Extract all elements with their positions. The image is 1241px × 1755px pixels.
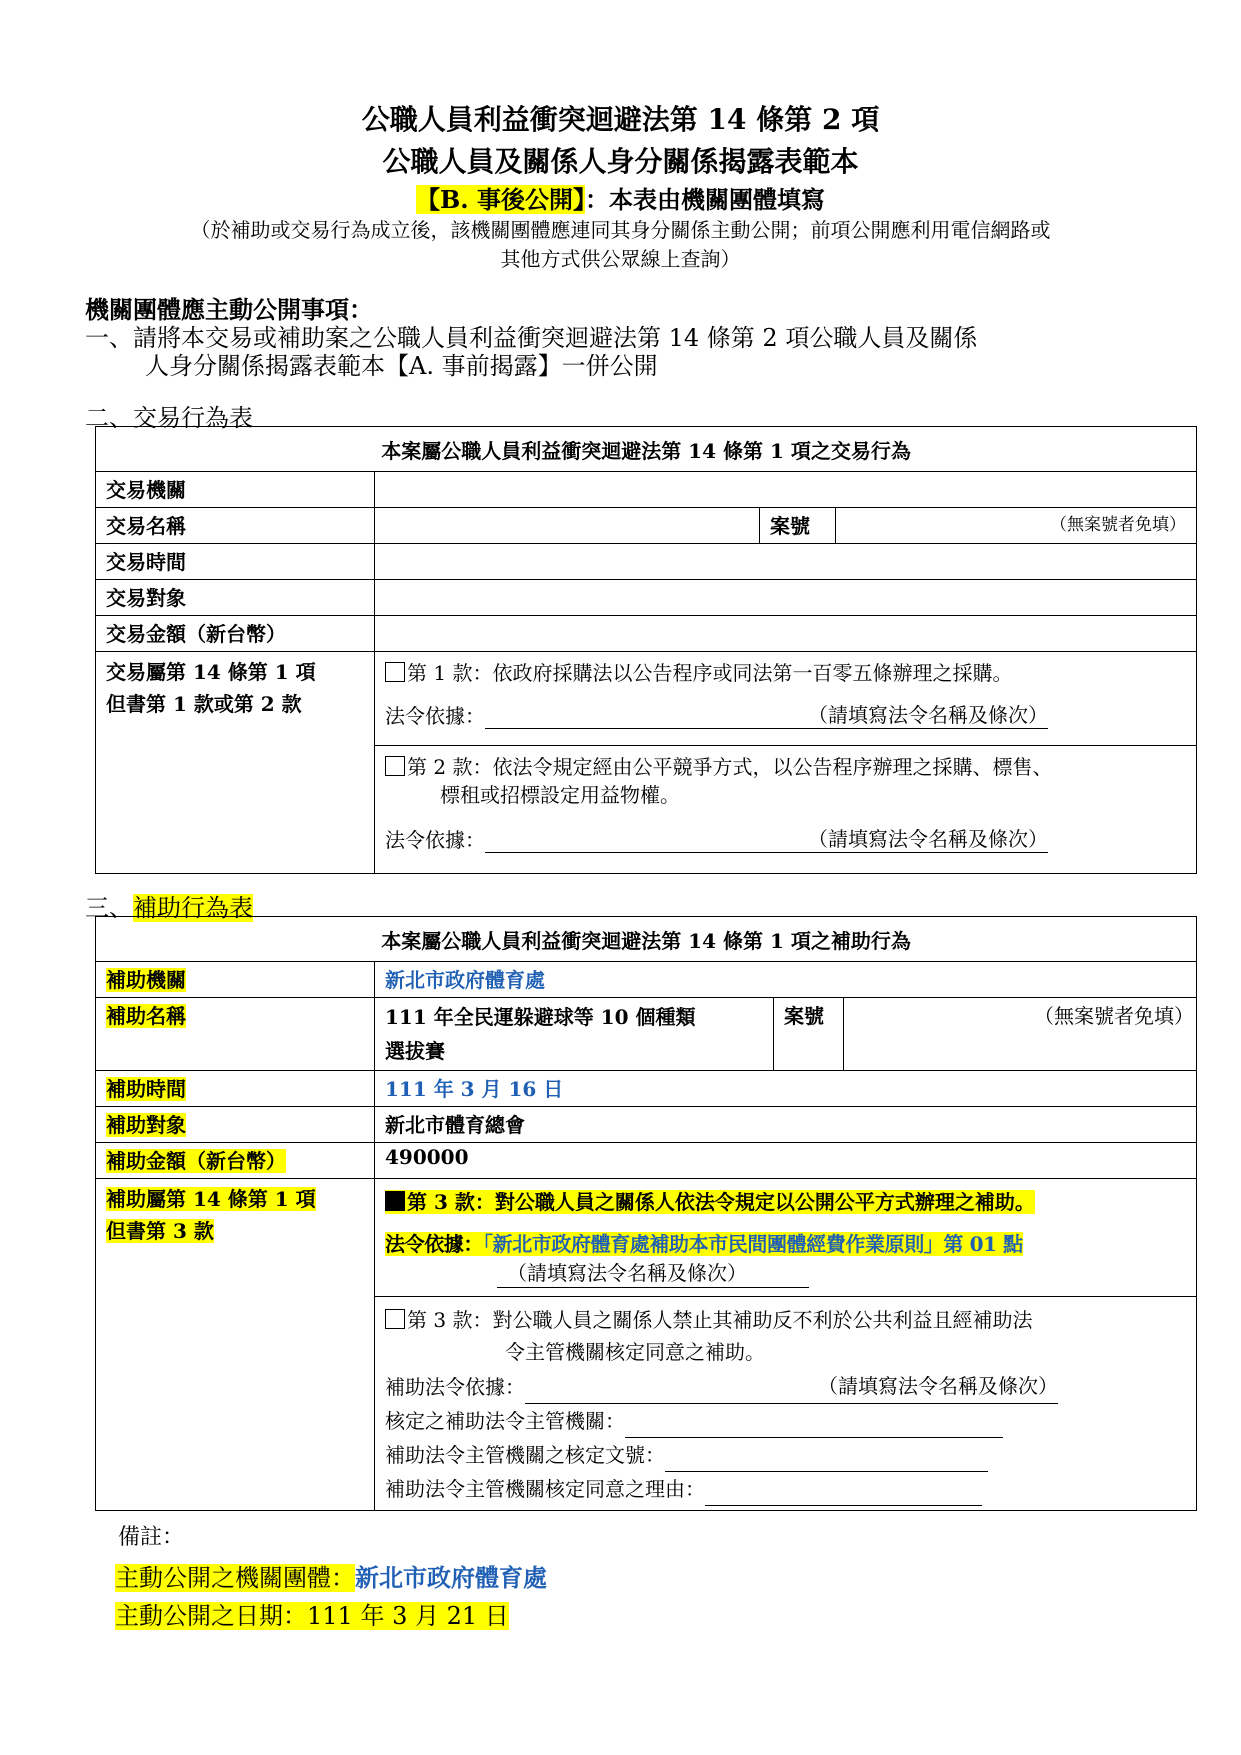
trade-case-no-hint: （無案號者免填） bbox=[836, 508, 1197, 544]
trade-exception-label-line-1: 交易屬第 14 條第 1 項 bbox=[106, 660, 316, 684]
subsidy-name-value-line-2: 選拔賽 bbox=[385, 1039, 445, 1063]
subsidy-case-no-label: 案號 bbox=[774, 998, 844, 1071]
subsidy-clause-3a-cell bbox=[375, 1179, 1197, 1297]
trade-name-label: 交易名稱 bbox=[96, 508, 375, 544]
remarks-publisher-value: 新北市政府體育處 bbox=[355, 1563, 547, 1592]
note-line-2: 其他方式供公眾線上查詢） bbox=[500, 247, 741, 271]
trade-section-prefix: 二、 bbox=[85, 404, 133, 432]
trade-amount-label: 交易金額（新台幣） bbox=[96, 616, 375, 652]
trade-clause-1-law-label: 法令依據： bbox=[385, 704, 485, 728]
subsidy-time-value: 111 年 3 月 16 日 bbox=[375, 1071, 1197, 1107]
remarks-date bbox=[115, 1596, 509, 1631]
subsidy-exception-label-line-1: 補助屬第 14 條第 1 項 bbox=[106, 1187, 316, 1211]
trade-exception-label-line-2: 但書第 1 款或第 2 款 bbox=[106, 692, 302, 716]
subtitle-tag: 【B. 事後公開】 bbox=[416, 185, 585, 214]
trade-clause-1-text: 第 1 款：依政府採購法以公告程序或同法第一百零五條辦理之採購。 bbox=[407, 661, 1013, 685]
subsidy-time-label: 補助時間 bbox=[106, 1077, 186, 1101]
trade-time-label: 交易時間 bbox=[96, 544, 375, 580]
subsidy-amount-label-cell bbox=[96, 1143, 375, 1179]
trade-table-header: 本案屬公職人員利益衝突迴避法第 14 條第 1 項之交易行為 bbox=[96, 427, 1197, 472]
trade-clause-2-law-label: 法令依據： bbox=[385, 828, 485, 852]
subsidy-clause-3b-text-line-2: 令主管機關核定同意之補助。 bbox=[505, 1340, 765, 1364]
trade-exception-label bbox=[96, 652, 375, 874]
subsidy-target-label: 補助對象 bbox=[106, 1113, 186, 1137]
trade-clause-2-law-hint: （請填寫法令名稱及條次） bbox=[808, 827, 1048, 851]
disclosure-item-1-line-1: 一、請將本交易或補助案之公職人員利益衝突迴避法第 14 條第 2 項公職人員及關係 bbox=[85, 324, 978, 352]
trade-clause-1-checkbox[interactable] bbox=[385, 662, 405, 682]
subsidy-clause-3b-law-line[interactable] bbox=[525, 1369, 1058, 1404]
subsidy-name-value-line-1: 111 年全民運躲避球等 10 個種類 bbox=[385, 1005, 696, 1029]
subsidy-time-label-cell bbox=[96, 1071, 375, 1107]
subsidy-clause-3a-law-hint: （請填寫法令名稱及條次） bbox=[497, 1259, 809, 1288]
subsidy-exception-label-line-2: 但書第 3 款 bbox=[106, 1219, 214, 1243]
subsidy-clause-3a-checkbox[interactable] bbox=[385, 1191, 405, 1211]
subsidy-amount-value: 490000 bbox=[375, 1143, 1197, 1179]
subsidy-clause-3b-law-hint: （請填寫法令名稱及條次） bbox=[818, 1374, 1058, 1398]
subsidy-section-name: 補助行為表 bbox=[133, 894, 253, 922]
subsidy-clause-3a-law-value: 「新北市政府體育處補助本市民間團體經費作業原則」第 01 點 bbox=[483, 1232, 1023, 1256]
trade-clause-1-law-hint: （請填寫法令名稱及條次） bbox=[808, 703, 1048, 727]
subtitle-rest: ：本表由機關團體填寫 bbox=[585, 185, 825, 214]
subsidy-clause-3a-text: 第 3 款：對公職人員之關係人依法令規定以公開公平方式辦理之補助。 bbox=[407, 1190, 1035, 1214]
subsidy-clause-3b-reason-label: 補助法令主管機關核定同意之理由： bbox=[385, 1477, 705, 1501]
subsidy-table-header: 本案屬公職人員利益衝突迴避法第 14 條第 1 項之補助行為 bbox=[96, 917, 1197, 962]
subsidy-amount-label: 補助金額（新台幣） bbox=[106, 1149, 286, 1173]
remarks-date-row bbox=[115, 1602, 509, 1630]
trade-section-name: 交易行為表 bbox=[133, 404, 253, 432]
subsidy-clause-3b-docno-line[interactable] bbox=[665, 1449, 988, 1472]
subsidy-table bbox=[95, 916, 1197, 1511]
trade-agency-label: 交易機關 bbox=[96, 472, 375, 508]
title-line-1: 公職人員利益衝突迴避法第 14 條第 2 項 bbox=[361, 103, 880, 136]
trade-time-value bbox=[375, 544, 1197, 580]
subsidy-clause-3b-authority-line[interactable] bbox=[625, 1415, 1003, 1438]
subsidy-clause-3b-checkbox[interactable] bbox=[385, 1309, 405, 1329]
trade-target-label: 交易對象 bbox=[96, 580, 375, 616]
subsidy-exception-label bbox=[96, 1179, 375, 1511]
trade-clause-2-cell bbox=[375, 746, 1197, 874]
subsidy-clause-3b-cell bbox=[375, 1297, 1197, 1511]
note-line-1: （於補助或交易行為成立後，該機關團體應連同其身分關係主動公開；前項公開應利用電信網路或 bbox=[190, 218, 1051, 242]
trade-clause-2-text-line-2: 標租或招標設定用益物權。 bbox=[440, 783, 680, 807]
trade-agency-value bbox=[375, 472, 1197, 508]
trade-clause-1-law-line[interactable] bbox=[485, 702, 1048, 729]
remarks-publisher-label: 主動公開之機關團體： bbox=[115, 1564, 355, 1592]
subsidy-name-value bbox=[375, 998, 774, 1071]
trade-amount-value bbox=[375, 616, 1197, 652]
disclosure-heading: 機關團體應主動公開事項： bbox=[85, 295, 373, 324]
subsidy-target-label-cell bbox=[96, 1107, 375, 1143]
remarks-publisher bbox=[115, 1558, 547, 1593]
subsidy-clause-3a-law-label: 法令依據： bbox=[385, 1232, 483, 1256]
subsidy-clause-3b-text-line-1: 第 3 款：對公職人員之關係人禁止其補助反不利於公共利益且經補助法 bbox=[407, 1308, 1033, 1332]
trade-clause-2-text-line-1: 第 2 款：依法令規定經由公平競爭方式，以公告程序辦理之採購、標售、 bbox=[407, 755, 1053, 779]
remarks-date-value: 111 年 3 月 21 日 bbox=[307, 1602, 509, 1630]
subsidy-name-label: 補助名稱 bbox=[106, 1004, 186, 1028]
trade-case-no-label: 案號 bbox=[760, 508, 836, 544]
subsidy-clause-3b-docno-label: 補助法令主管機關之核定文號： bbox=[385, 1443, 665, 1467]
subsidy-clause-3b-reason-line[interactable] bbox=[705, 1483, 982, 1506]
subsidy-clause-3b-authority-label: 核定之補助法令主管機關： bbox=[385, 1409, 625, 1433]
trade-clause-2-checkbox[interactable] bbox=[385, 756, 405, 776]
subsidy-agency-label: 補助機關 bbox=[106, 968, 186, 992]
subsidy-agency-label-cell bbox=[96, 962, 375, 998]
subsidy-clause-3b-law-label: 補助法令依據： bbox=[385, 1375, 525, 1399]
subsidy-target-value: 新北市體育總會 bbox=[375, 1107, 1197, 1143]
remarks-date-label: 主動公開之日期： bbox=[115, 1602, 307, 1630]
trade-name-value bbox=[375, 508, 760, 544]
subtitle bbox=[0, 180, 1241, 215]
trade-clause-2-law-line[interactable] bbox=[485, 826, 1048, 853]
subsidy-clause-3a-row bbox=[385, 1190, 1035, 1214]
disclosure-item-1-line-2: 人身分關係揭露表範本【A. 事前揭露】一併公開 bbox=[145, 352, 658, 380]
trade-table bbox=[95, 426, 1197, 874]
subsidy-agency-value: 新北市政府體育處 bbox=[375, 962, 1197, 998]
trade-target-value bbox=[375, 580, 1197, 616]
title-line-2: 公職人員及關係人身分關係揭露表範本 bbox=[382, 145, 859, 178]
trade-clause-1-cell bbox=[375, 652, 1197, 746]
remarks-label: 備註： bbox=[118, 1525, 185, 1550]
subsidy-section-prefix: 三、 bbox=[85, 894, 133, 922]
subsidy-case-no-hint: （無案號者免填） bbox=[844, 998, 1197, 1071]
subsidy-name-label-cell bbox=[96, 998, 375, 1071]
